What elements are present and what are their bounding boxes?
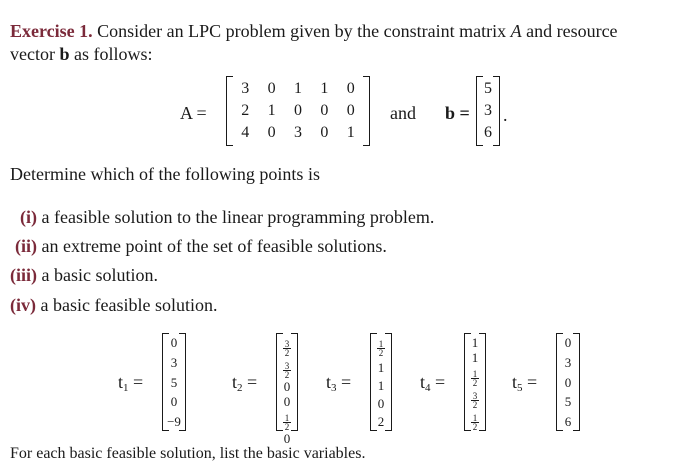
item-text: a feasible solution to the linear programming problem. xyxy=(41,207,435,227)
statement-vector-word: vector xyxy=(10,44,55,64)
point-subscript: 1 xyxy=(123,382,129,394)
point-entry: 1 xyxy=(471,335,479,350)
matrix-entry: 0 xyxy=(267,80,276,97)
point-subscript: 2 xyxy=(237,382,243,394)
point-entry: 1 xyxy=(377,360,385,375)
vector-entry: 5 xyxy=(484,80,492,97)
exercise-statement-line1 xyxy=(10,20,618,42)
point-entry: 0 xyxy=(564,335,572,350)
point-label xyxy=(420,372,445,394)
fraction-denominator: 2 xyxy=(284,370,290,380)
point-subscript: 4 xyxy=(425,382,431,394)
point-vector xyxy=(370,333,392,431)
point-label xyxy=(232,372,257,394)
equals-sign: = xyxy=(128,372,144,392)
point-entry: 2 xyxy=(377,414,385,429)
matrix-entry: 1 xyxy=(346,124,355,141)
matrix-row xyxy=(232,78,364,100)
matrix-entry: 0 xyxy=(267,124,276,141)
exercise-statement-line2 xyxy=(10,43,153,65)
point-vector xyxy=(276,333,298,446)
matrix-entry: 4 xyxy=(241,124,250,141)
matrix-entry: 0 xyxy=(320,124,329,141)
vector-b-label-text: b = xyxy=(445,103,470,123)
matrix-entry: 0 xyxy=(320,102,329,119)
matrix-row xyxy=(232,100,364,122)
point-subscript: 5 xyxy=(517,382,523,394)
point-entry: 0 xyxy=(170,335,178,350)
point-symbol: t xyxy=(118,372,124,392)
fraction xyxy=(283,414,291,431)
point-entry: 1 xyxy=(471,350,479,365)
point-entry xyxy=(278,409,296,431)
matrix-entry: 1 xyxy=(320,80,329,97)
fraction-numerator: 1 xyxy=(284,413,290,423)
matrix-symbol: A xyxy=(510,21,522,41)
point-entry: 5 xyxy=(564,394,572,410)
vector-entry: 6 xyxy=(484,124,492,141)
fraction-numerator: 3 xyxy=(284,361,290,371)
fraction-numerator: 3 xyxy=(284,339,290,349)
fraction xyxy=(471,370,479,387)
fraction xyxy=(283,362,291,379)
fraction-denominator: 2 xyxy=(472,400,478,410)
point-entry: 0 xyxy=(283,394,291,409)
point-entry: 6 xyxy=(564,414,572,429)
vector-b-period: . xyxy=(503,105,508,125)
fraction xyxy=(471,414,479,431)
point-entry xyxy=(372,335,390,357)
point-vector xyxy=(556,333,580,431)
point-entry: 0 xyxy=(564,374,572,390)
vector-b-label xyxy=(445,102,470,124)
item-text: an extreme point of the set of feasible solutions. xyxy=(41,236,387,256)
item-text: a basic feasible solution. xyxy=(40,295,218,315)
fraction-denominator: 2 xyxy=(378,348,384,358)
matrix-entry: 3 xyxy=(293,124,302,141)
matrix-row xyxy=(232,122,364,144)
point-entry: 3 xyxy=(564,354,572,370)
matrix-entry: 0 xyxy=(293,102,302,119)
point-subscript: 3 xyxy=(331,382,337,394)
point-entry xyxy=(466,387,484,409)
matrix-entry: 0 xyxy=(346,102,355,119)
matrix-a xyxy=(226,76,370,146)
matrix-entry: 1 xyxy=(293,80,302,97)
point-entry: 0 xyxy=(170,394,178,410)
right-bracket xyxy=(363,76,370,146)
statement-as-follows: as follows: xyxy=(74,44,153,64)
point-entry: 0 xyxy=(377,396,385,411)
matrix-entry: 0 xyxy=(346,80,355,97)
point-entry xyxy=(466,365,484,387)
point-label xyxy=(118,372,143,394)
fraction-denominator: 2 xyxy=(472,378,478,388)
vector-entry: 3 xyxy=(484,102,492,119)
matrix-entry: 1 xyxy=(267,102,276,119)
equals-sign: = xyxy=(242,372,258,392)
item-number: (ii) xyxy=(15,236,37,256)
fraction-denominator: 2 xyxy=(284,422,290,432)
fraction-numerator: 1 xyxy=(472,369,478,379)
point-entry xyxy=(278,335,296,357)
point-vector xyxy=(162,333,186,431)
fraction-denominator: 2 xyxy=(472,422,478,432)
statement-text-end: and resource xyxy=(526,21,618,41)
matrix-entry: 3 xyxy=(241,80,250,97)
matrix-entry: 2 xyxy=(241,102,250,119)
item-iii xyxy=(10,264,158,286)
and-text: and xyxy=(390,103,416,123)
item-iv xyxy=(10,294,217,316)
point-entry: 3 xyxy=(170,354,178,370)
question-text: Determine which of the following points is xyxy=(10,164,320,184)
equals-sign: = xyxy=(430,372,446,392)
equals-sign: = xyxy=(336,372,352,392)
point-symbol: t xyxy=(326,372,332,392)
point-entry: −9 xyxy=(167,414,181,429)
fraction-numerator: 1 xyxy=(378,339,384,349)
vector-b xyxy=(476,76,500,146)
item-ii xyxy=(15,235,387,257)
point-entry xyxy=(466,409,484,431)
exercise-label: Exercise 1. xyxy=(10,21,93,41)
item-i xyxy=(20,206,434,228)
point-label xyxy=(512,372,537,394)
item-number: (i) xyxy=(20,207,37,227)
vector-symbol: b xyxy=(59,44,70,64)
item-number: (iii) xyxy=(10,265,37,285)
point-entry: 5 xyxy=(170,374,178,390)
matrix-a-label: A = xyxy=(180,103,207,123)
point-symbol: t xyxy=(512,372,518,392)
fraction-numerator: 3 xyxy=(472,391,478,401)
point-label xyxy=(326,372,351,394)
equals-sign: = xyxy=(522,372,538,392)
point-vector xyxy=(464,333,486,431)
item-number: (iv) xyxy=(10,295,36,315)
point-entry: 0 xyxy=(283,431,291,446)
fraction-denominator: 2 xyxy=(284,348,290,358)
fraction xyxy=(377,340,385,357)
point-entry: 1 xyxy=(377,378,385,393)
footer-instruction: For each basic feasible solution, list the basic variables. xyxy=(10,445,366,462)
fraction xyxy=(283,340,291,357)
fraction xyxy=(471,392,479,409)
fraction-numerator: 1 xyxy=(472,413,478,423)
point-entry xyxy=(278,357,296,379)
point-entry: 0 xyxy=(283,379,291,394)
point-symbol: t xyxy=(232,372,238,392)
statement-text: Consider an LPC problem given by the constraint matrix xyxy=(97,21,507,41)
point-symbol: t xyxy=(420,372,426,392)
item-text: a basic solution. xyxy=(41,265,158,285)
